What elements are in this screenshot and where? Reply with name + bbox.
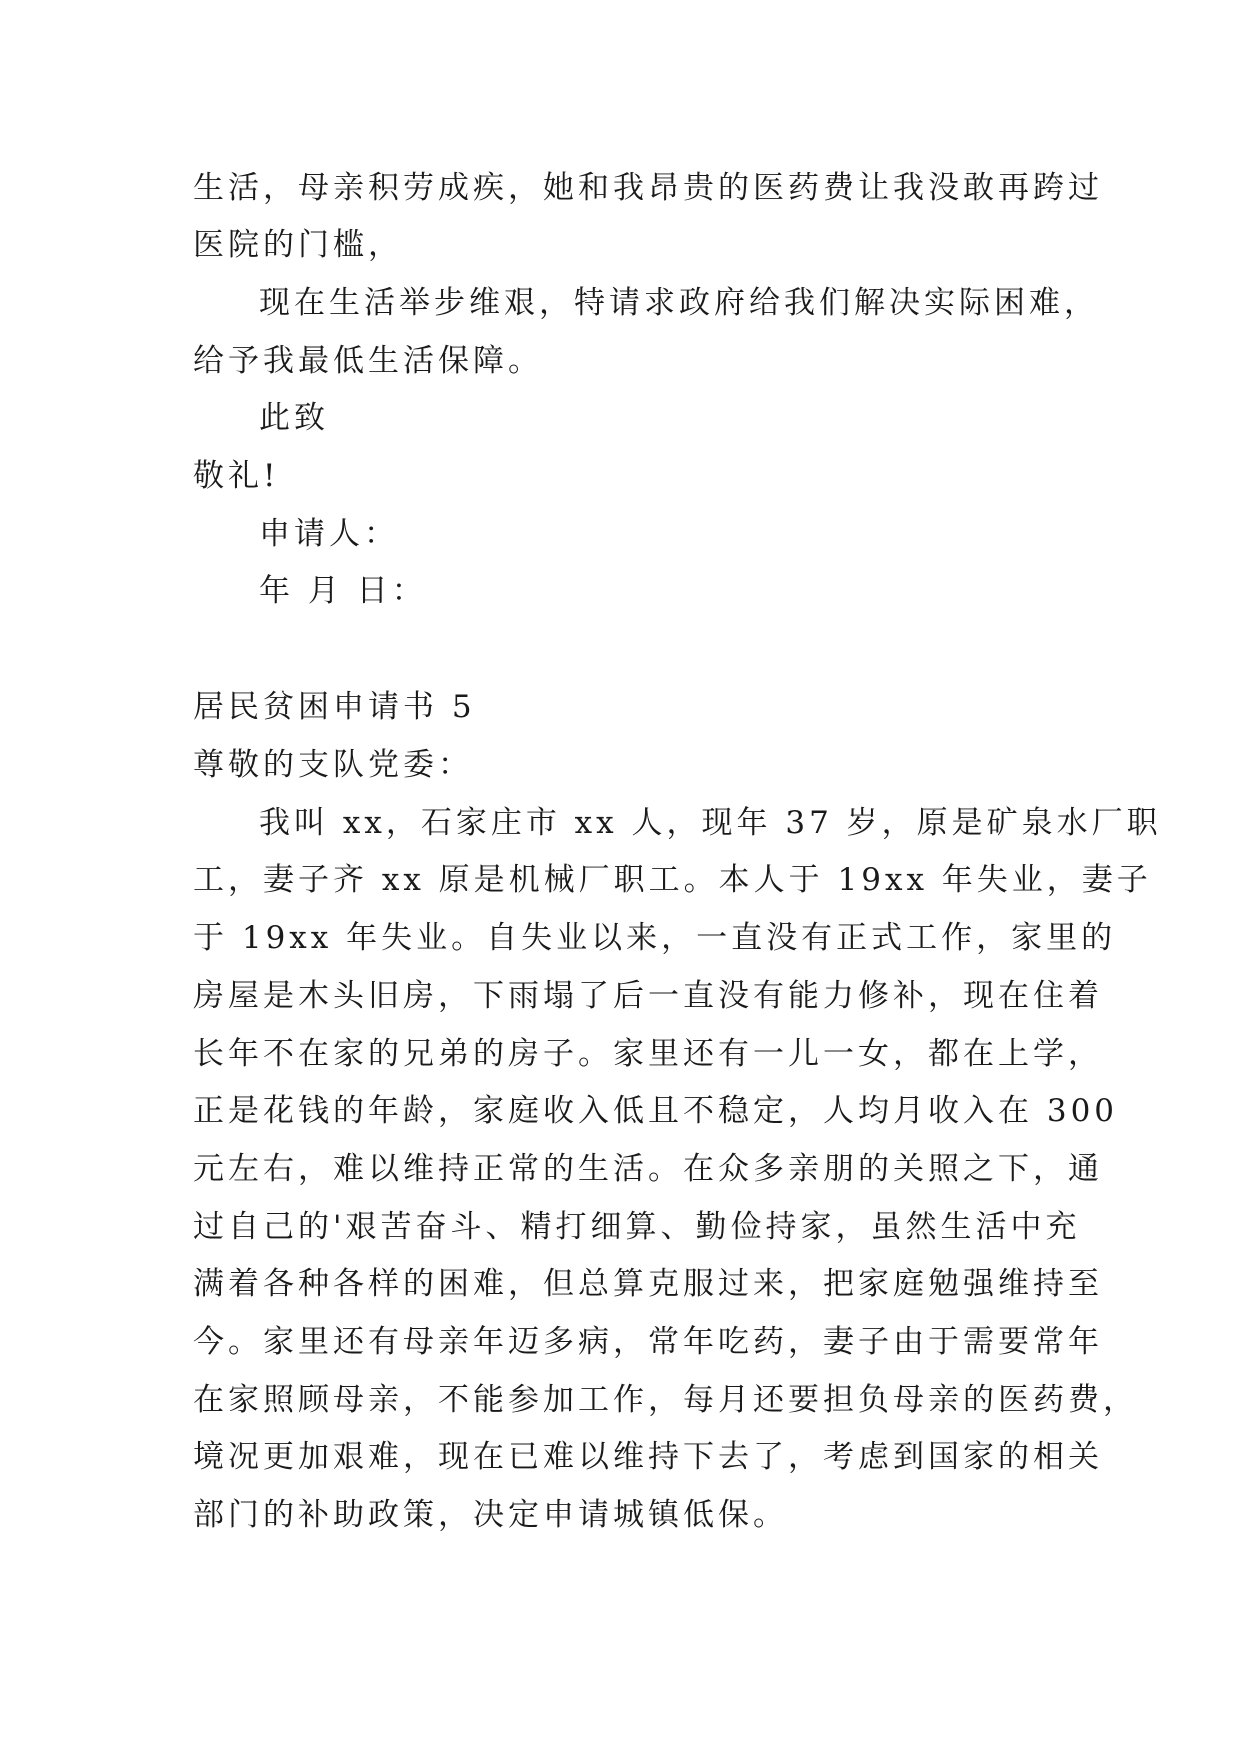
paragraph-line: 部门的补助政策，决定申请城镇低保。 [193,1497,788,1533]
paragraph-line: 满着各种各样的困难，但总算克服过来，把家庭勉强维持至 [193,1266,1103,1302]
closing-jingli: 敬礼! [193,458,280,494]
paragraph-line: 今。家里还有母亲年迈多病，常年吃药，妻子由于需要常年 [193,1324,1103,1360]
paragraph-line: 过自己的'艰苦奋斗、精打细算、勤俭持家，虽然生活中充 [193,1209,1081,1245]
paragraph-line: 生活，母亲积劳成疾，她和我昂贵的医药费让我没敢再跨过 [193,170,1103,206]
date-label: 年 月 日： [259,573,427,609]
letter-salutation: 尊敬的支队党委： [193,747,473,783]
paragraph-line: 现在生活举步维艰，特请求政府给我们解决实际困难， [259,285,1099,321]
paragraph-line: 正是花钱的年龄，家庭收入低且不稳定，人均月收入在 300 [193,1093,1119,1129]
paragraph-line: 医院的门槛， [193,227,403,263]
paragraph-line: 我叫 xx，石家庄市 xx 人，现年 37 岁，原是矿泉水厂职 [259,805,1162,841]
paragraph-line: 元左右，难以维持正常的生活。在众多亲朋的关照之下，通 [193,1151,1103,1187]
paragraph-line: 境况更加艰难，现在已难以维持下去了，考虑到国家的相关 [193,1439,1103,1475]
applicant-label: 申请人： [259,516,399,552]
letter-title: 居民贫困申请书 5 [193,689,476,725]
paragraph-line: 长年不在家的兄弟的房子。家里还有一儿一女，都在上学， [193,1036,1103,1072]
paragraph-line: 在家照顾母亲，不能参加工作，每月还要担负母亲的医药费， [193,1382,1138,1418]
paragraph-line: 房屋是木头旧房，下雨塌了后一直没有能力修补，现在住着 [193,978,1103,1014]
closing-cizhi: 此致 [259,400,329,436]
paragraph-line: 工，妻子齐 xx 原是机械厂职工。本人于 19xx 年失业，妻子 [193,862,1152,898]
paragraph-line: 于 19xx 年失业。自失业以来，一直没有正式工作，家里的 [193,920,1117,956]
paragraph-line: 给予我最低生活保障。 [193,343,543,379]
